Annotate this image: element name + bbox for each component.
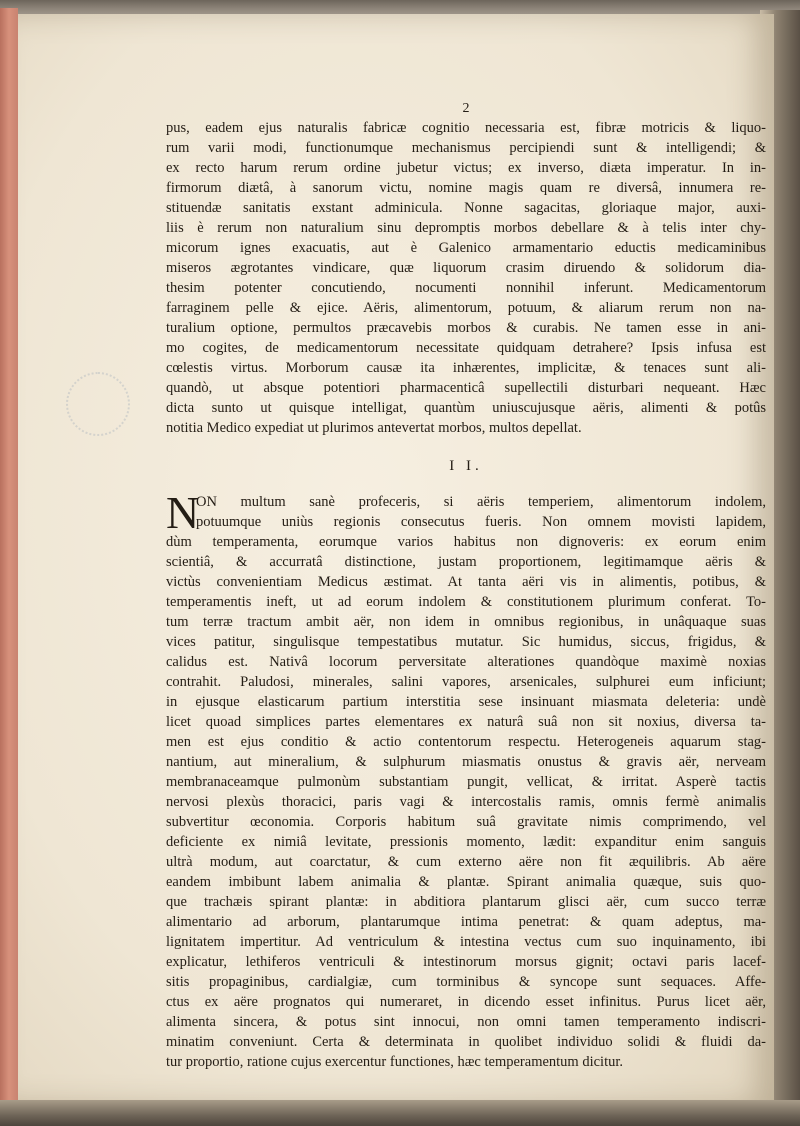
text-line: eandem imbibunt labem animalia & plantæ. Spirant animalia quæque, suis quo- (166, 874, 766, 890)
text-line: nantium, aut mineralium, & sulphurum miasmatis onustus & gravis aër, nerveam (166, 754, 766, 770)
text-line: ex recto harum rerum ordine jubetur victus; ex inverso, diæta imperatur. In in- (166, 160, 766, 176)
text-line: vices patitur, singulisque tempestatibus mutatur. Sic humidus, siccus, frigidus, & (166, 634, 766, 650)
drop-cap: N (166, 487, 200, 538)
text-line: membranaceamque pulmonùm substantiam pungit, vellicat, & irritat. Asperè tactis (166, 774, 766, 790)
red-page-edge (0, 8, 18, 1104)
text-line: potuumque uniùs regionis consecutus fueris. Non omnem movisti lapidem, (196, 514, 766, 530)
text-line: nervosi plexùs thoracici, paris vagi & intercostalis ramis, omnis fermè animalis (166, 794, 766, 810)
text-line: tum terræ tractum ambit aër, non idem in omnibus regionibus, in unâquaque suas (166, 614, 766, 630)
text-line: victùs convenientiam Medicus æstimat. At tanta aëri vis in alimentis, potibus, & (166, 574, 766, 590)
page-text (166, 100, 766, 1072)
text-line: sitis propaginibus, cardialgiæ, cum torminibus & syncope sunt sequaces. Affe- (166, 974, 766, 990)
text-line: ultrà modum, aut coarctatur, & cum externo aëre non fit æquilibris. Ab aëre (166, 854, 766, 870)
text-line: men est ejus conditio & actio contentorum respectu. Heterogeneis aquarum stag- (166, 734, 766, 750)
text-line: cœlestis virtus. Morborum causæ ita inhærentes, implicitæ, & tenaces sunt ali- (166, 360, 766, 376)
text-line: deficiente ex nimiâ levitate, pressionis momento, lædit: expanditur enim sanguis (166, 834, 766, 850)
text-line: explicatur, lethiferos ventriculi & intestinorum morsus gignit; octavi paris lacef- (166, 954, 766, 970)
text-line: ctus ex aëre prognatos qui numeraret, in dicendo esset infinitus. Purus licet aër, (166, 994, 766, 1010)
book-bottom-edge (0, 1100, 800, 1126)
text-line: dùm temperamenta, eorumque varios habitus non dignoveris: ex eorum enim (166, 534, 766, 550)
text-line: tur proportio, ratione cujus exercentur functiones, hæc temperamentum dicitur. (166, 1054, 624, 1070)
text-line: licet quoad simplices partes elementares ex naturâ suâ non sit noxius, diversa ta- (166, 714, 766, 730)
text-line: dicta sunto ut quisque intelligat, quantùm uniuscujusque aëris, alimenti & potûs (166, 400, 766, 416)
paragraph-2-opening-lines (166, 487, 766, 538)
text-line: que trachæis spirant plantæ: in abditiora plantarum glisci aër, cum succo terræ (166, 894, 766, 910)
text-line: mo cogites, de medicamentorum necessitate quidquam detrahere? Ipsis infusa est (166, 340, 766, 356)
text-line: quandò, ut absque potentiori pharmacenticâ supellectili disturbari nequeant. Hæc (166, 380, 766, 396)
text-line: stituendæ sanitatis exstant adminicula. Nonne sagacitas, gloriaque major, auxi- (166, 200, 766, 216)
text-line: notitia Medico expediat ut plurimos antevertat morbos, multos depellat. (166, 420, 582, 436)
text-line: alimenta sincera, & potus sint innocui, non omni tamen temperamento indiscri- (166, 1014, 766, 1030)
text-line: pus, eadem ejus naturalis fabricæ cognitio necessaria est, fibræ motricis & liquo- (166, 120, 766, 136)
text-line: calidus est. Nativâ locorum perversitate alterationes quandòque maximè noxias (166, 654, 766, 670)
text-line: lignitatem impertitur. Ad ventriculum & intestina vectus cum suo inquinamento, ibi (166, 934, 766, 950)
text-line: ON multum sanè profeceris, si aëris temperiem, alimentorum indolem, (196, 494, 766, 510)
text-line: rum varii modi, functionumque mechanismus percipiendi sunt & intelligendi; & (166, 140, 766, 156)
text-line: thesim potenter concutiendo, nocumenti nonnihil inferunt. Medicamentorum (166, 280, 766, 296)
text-line: liis è rerum non naturalium sinu depromptis morbos debellare & à telis inter chy- (166, 220, 766, 236)
paragraph-2-body (166, 532, 766, 1072)
text-line: contrahit. Paludosi, minerales, salini vapores, arsenicales, sulphurei eum inficiunt; (166, 674, 766, 690)
paragraph-2 (166, 487, 766, 1072)
text-line: minatim conveniunt. Certa & determinata in quolibet individuo solidi & fluidi da- (166, 1034, 766, 1050)
text-line: micorum ignes exacuatis, aut è Galenico armamentario eductis medicaminibus (166, 240, 766, 256)
text-line: miseros ægrotantes vindicare, quæ liquorum crasim diruendo & solidorum dia- (166, 260, 766, 276)
text-line: alimentario ad arborum, plantarumque intima penetrat: & quam adeptus, ma- (166, 914, 766, 930)
library-stamp-mark (66, 372, 130, 436)
text-line: subvertitur œconomia. Corporis habitum suâ gravitate nimis comprimendo, vel (166, 814, 766, 830)
text-line: farraginem pelle & ejice. Aëris, alimentorum, potuum, & aliarum rerum non na- (166, 300, 766, 316)
text-line: turalium optione, permultos præcavebis morbos & curabis. Ne tamen esse in ani- (166, 320, 766, 336)
section-heading: I I. (449, 458, 483, 474)
text-line: temperamentis ineft, ut ad eorum indolem & constitutionem plurimum conferat. To- (166, 594, 766, 610)
paragraph-1 (166, 118, 766, 438)
text-line: firmorum diætâ, à sanorum victu, nomine magis quam re diversâ, innumera re- (166, 180, 766, 196)
text-line: scientiâ, & accurratâ distinctione, justam proportionem, legitimamque aëris & (166, 554, 766, 570)
page-number: 2 (462, 101, 470, 116)
text-line: in ejusque elasticarum partium interstitia sese insinuant miasmata deleteria: undè (166, 694, 766, 710)
